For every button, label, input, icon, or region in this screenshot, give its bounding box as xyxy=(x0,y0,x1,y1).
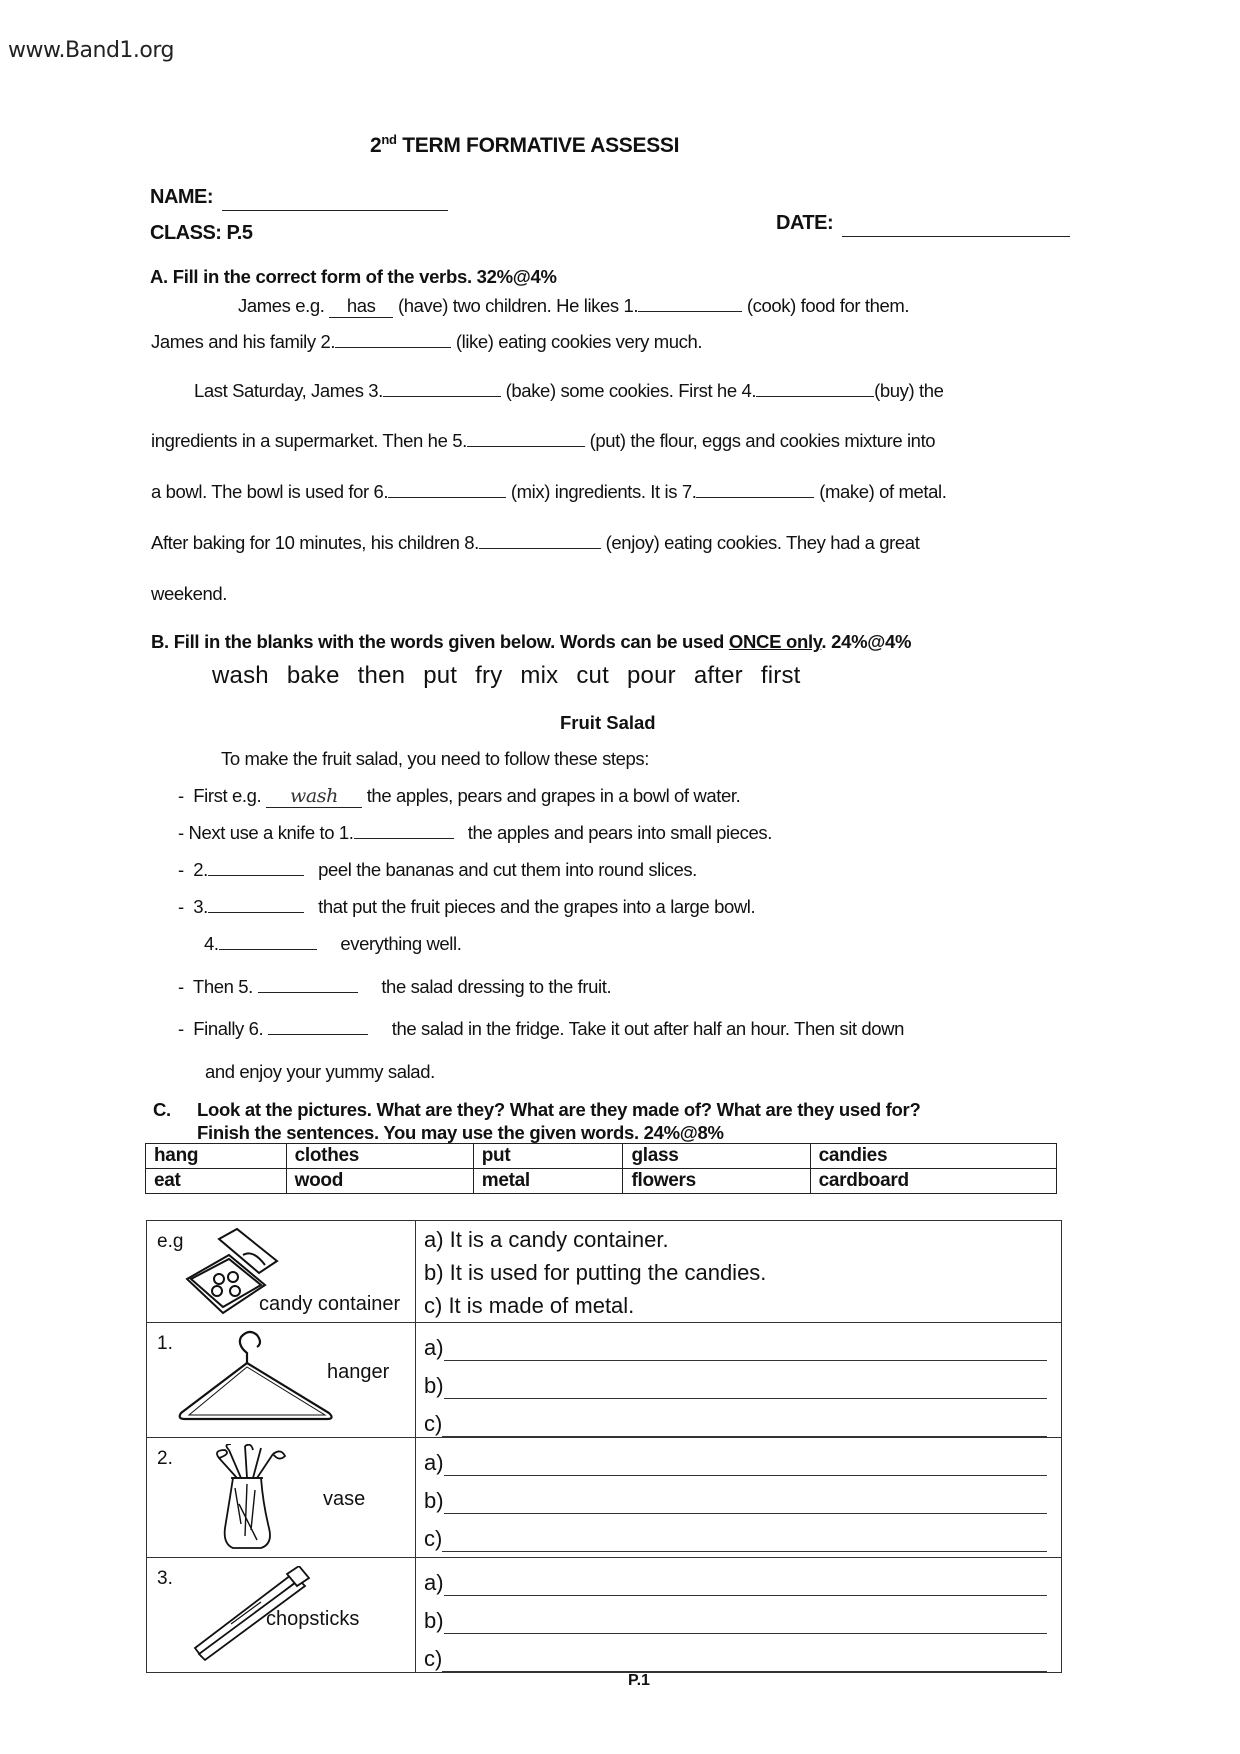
answer-blank-1[interactable] xyxy=(638,295,742,312)
text: 3. xyxy=(193,896,208,917)
given-word: cardboard xyxy=(810,1169,1056,1194)
text: the salad dressing to the fruit. xyxy=(376,976,612,997)
item-number: 2. xyxy=(157,1448,173,1469)
word-bank-item: after xyxy=(693,662,743,689)
item-label: chopsticks xyxy=(266,1608,360,1630)
item-number: 3. xyxy=(157,1568,173,1589)
page-number: P.1 xyxy=(628,1672,650,1689)
fruit-salad-intro: To make the fruit salad, you need to follow these steps: xyxy=(221,748,650,769)
section-c-label: C. xyxy=(153,1099,171,1120)
section-b-heading xyxy=(151,631,911,653)
step-6-continued: and enjoy your yummy salad. xyxy=(205,1061,435,1082)
section-a-heading: A. Fill in the correct form of the verbs. 32%@4% xyxy=(150,266,557,287)
given-word: put xyxy=(473,1144,623,1169)
word-bank-item: mix xyxy=(520,662,559,689)
answer-line-b[interactable] xyxy=(416,1596,1061,1634)
text: (make) of metal. xyxy=(814,481,947,502)
answer-blank-3[interactable] xyxy=(383,380,501,397)
step-example xyxy=(178,785,740,808)
name-label: NAME: xyxy=(150,186,214,208)
step-6 xyxy=(178,1018,904,1040)
step-5 xyxy=(178,976,611,998)
answer-blank-2[interactable] xyxy=(335,331,451,348)
emphasis: ONCE only xyxy=(728,631,822,652)
bullet: - xyxy=(178,822,184,843)
section-a-line-4 xyxy=(151,430,935,452)
word-bank-item: cut xyxy=(576,662,609,689)
given-word: wood xyxy=(286,1169,473,1194)
answer-blank[interactable] xyxy=(444,1613,1047,1634)
answer-line-a[interactable] xyxy=(416,1558,1061,1596)
step-blank-4[interactable] xyxy=(219,933,317,950)
text: (buy) the xyxy=(874,380,944,401)
question-row-example xyxy=(147,1221,1062,1323)
item-number: e.g xyxy=(157,1231,184,1252)
text: Next use a knife to 1. xyxy=(188,822,354,843)
section-a-line-1 xyxy=(238,295,909,318)
word-bank-item: put xyxy=(423,662,458,689)
date-field[interactable] xyxy=(842,216,1070,237)
bullet: - xyxy=(178,785,184,806)
picture-cell xyxy=(147,1323,416,1438)
answers-cell xyxy=(416,1323,1062,1438)
given-word: glass xyxy=(623,1144,810,1169)
item-label: vase xyxy=(323,1488,366,1510)
page-title xyxy=(370,132,679,158)
hanger-icon xyxy=(177,1329,337,1425)
example-answer: has xyxy=(329,295,393,318)
section-a-line-7: weekend. xyxy=(151,583,227,604)
step-3 xyxy=(178,896,755,918)
answer-prefix: b) xyxy=(424,1373,444,1398)
item-label: hanger xyxy=(327,1361,390,1383)
text: (mix) ingredients. It is 7. xyxy=(506,481,697,502)
word-bank-item: fry xyxy=(475,662,503,689)
text: First e.g. xyxy=(193,785,266,806)
title-superscript: nd xyxy=(381,132,397,147)
given-word: hang xyxy=(146,1144,287,1169)
answer-line-c[interactable] xyxy=(416,1399,1061,1437)
step-blank-5[interactable] xyxy=(258,976,358,993)
text: Finally 6. xyxy=(193,1018,269,1039)
class-label: CLASS: P.5 xyxy=(150,222,253,244)
section-c-heading-line2: Finish the sentences. You may use the given words. 24%@8% xyxy=(197,1122,724,1143)
item-number: 1. xyxy=(157,1333,173,1354)
answer-blank[interactable] xyxy=(444,1340,1047,1361)
picture-cell xyxy=(147,1438,416,1558)
text: B. Fill in the blanks with the words given below. Words can be used xyxy=(151,631,729,652)
text: After baking for 10 minutes, his children 8. xyxy=(151,532,479,553)
text: the salad in the fridge. Take it out after half an hour. Then sit down xyxy=(387,1018,905,1039)
step-blank-1[interactable] xyxy=(354,822,454,839)
text: that put the fruit pieces and the grapes into a large bowl. xyxy=(313,896,756,917)
answers-cell xyxy=(416,1221,1062,1323)
text: a bowl. The bowl is used for 6. xyxy=(151,481,389,502)
answer-prefix: b) xyxy=(424,1608,444,1633)
answer-blank-5[interactable] xyxy=(467,430,585,447)
step-blank-2[interactable] xyxy=(208,859,304,876)
given-words-row xyxy=(146,1144,1057,1169)
answer-blank-8[interactable] xyxy=(479,532,601,549)
example-answer-a: a) It is a candy container. xyxy=(424,1227,669,1252)
answer-line-a[interactable] xyxy=(416,1323,1061,1361)
text: the apples and pears into small pieces. xyxy=(463,822,772,843)
answer-blank[interactable] xyxy=(442,1651,1047,1672)
text: (cook) food for them. xyxy=(742,295,910,316)
text: 4. xyxy=(204,933,219,954)
answer-line-a[interactable] xyxy=(416,1438,1061,1476)
text: ingredients in a supermarket. Then he 5. xyxy=(151,430,467,451)
given-words-row xyxy=(146,1169,1057,1194)
example-answer: wash xyxy=(266,785,362,808)
answer-blank[interactable] xyxy=(442,1531,1047,1552)
answer-prefix: c) xyxy=(424,1646,443,1671)
watermark[interactable]: www.Band1.org xyxy=(8,38,175,63)
question-row-2 xyxy=(147,1438,1062,1558)
section-a-line-6 xyxy=(151,532,919,554)
given-word: candies xyxy=(810,1144,1056,1169)
text: Last Saturday, James 3. xyxy=(194,380,383,401)
section-a-line-5 xyxy=(151,481,946,503)
bullet: - xyxy=(178,1018,184,1039)
vase-icon xyxy=(211,1444,291,1552)
text: James and his family 2. xyxy=(151,331,336,352)
answer-blank[interactable] xyxy=(444,1575,1047,1596)
answer-prefix: b) xyxy=(424,1488,444,1513)
word-bank-item: first xyxy=(760,662,801,689)
text: 2. xyxy=(193,859,208,880)
text: (put) the flour, eggs and cookies mixture into xyxy=(584,430,936,451)
fruit-salad-title: Fruit Salad xyxy=(560,712,656,733)
step-blank-3[interactable] xyxy=(208,896,304,913)
section-c-heading-line1: Look at the pictures. What are they? What are they made of? What are they used for? xyxy=(197,1099,921,1120)
word-bank-item: then xyxy=(357,662,406,689)
answer-prefix: a) xyxy=(424,1570,444,1595)
text: James e.g. xyxy=(238,295,330,316)
answer-prefix: c) xyxy=(424,1526,443,1551)
date-label: DATE: xyxy=(776,212,834,234)
answer-blank[interactable] xyxy=(444,1493,1047,1514)
bullet: - xyxy=(178,976,184,997)
text: the apples, pears and grapes in a bowl of water. xyxy=(361,785,741,806)
title-number: 2 xyxy=(370,134,382,157)
section-a-line-2 xyxy=(151,331,702,353)
step-2 xyxy=(178,859,697,881)
title-text: TERM FORMATIVE ASSESSI xyxy=(396,134,680,157)
answers-cell xyxy=(416,1558,1062,1673)
picture-cell xyxy=(147,1221,416,1323)
answer-blank-4[interactable] xyxy=(756,380,874,397)
given-words-table xyxy=(145,1143,1057,1194)
text: peel the bananas and cut them into round slices. xyxy=(313,859,697,880)
text: (bake) some cookies. First he 4. xyxy=(500,380,757,401)
question-row-1 xyxy=(147,1323,1062,1438)
example-answer-c: c) It is made of metal. xyxy=(424,1293,635,1318)
name-field[interactable] xyxy=(222,190,448,211)
answer-blank-7[interactable] xyxy=(696,481,814,498)
picture-cell xyxy=(147,1558,416,1673)
given-word: flowers xyxy=(623,1169,810,1194)
given-word: eat xyxy=(146,1169,287,1194)
text: . 24%@4% xyxy=(821,631,912,652)
text: everything well. xyxy=(335,933,462,954)
given-word: metal xyxy=(473,1169,623,1194)
answer-blank[interactable] xyxy=(444,1378,1047,1399)
answer-blank-6[interactable] xyxy=(388,481,506,498)
answers-cell xyxy=(416,1438,1062,1558)
answer-line-b[interactable] xyxy=(416,1361,1061,1399)
given-word: clothes xyxy=(286,1144,473,1169)
text: (like) eating cookies very much. xyxy=(451,331,703,352)
item-label: candy container xyxy=(259,1293,401,1315)
bullet: - xyxy=(178,896,184,917)
step-4 xyxy=(204,933,461,955)
step-1 xyxy=(178,822,772,844)
answer-line-c[interactable] xyxy=(416,1634,1061,1672)
answer-line-c[interactable] xyxy=(416,1514,1061,1552)
word-bank-item: wash xyxy=(212,662,269,689)
word-bank-item: bake xyxy=(286,662,340,689)
step-blank-6[interactable] xyxy=(268,1018,368,1035)
bullet: - xyxy=(178,859,184,880)
answer-prefix: a) xyxy=(424,1450,444,1475)
answer-blank[interactable] xyxy=(444,1455,1047,1476)
text: (have) two children. He likes 1. xyxy=(393,295,639,316)
answer-blank[interactable] xyxy=(442,1416,1047,1437)
picture-questions-table xyxy=(146,1220,1062,1673)
word-bank xyxy=(212,662,819,690)
text: (enjoy) eating cookies. They had a great xyxy=(600,532,920,553)
example-answer-b: b) It is used for putting the candies. xyxy=(424,1260,767,1285)
answer-line-b[interactable] xyxy=(416,1476,1061,1514)
text: Then 5. xyxy=(192,976,258,997)
answer-prefix: c) xyxy=(424,1411,443,1436)
section-a-line-3 xyxy=(194,380,944,402)
question-row-3 xyxy=(147,1558,1062,1673)
word-bank-item: pour xyxy=(626,662,676,689)
answer-prefix: a) xyxy=(424,1335,444,1360)
